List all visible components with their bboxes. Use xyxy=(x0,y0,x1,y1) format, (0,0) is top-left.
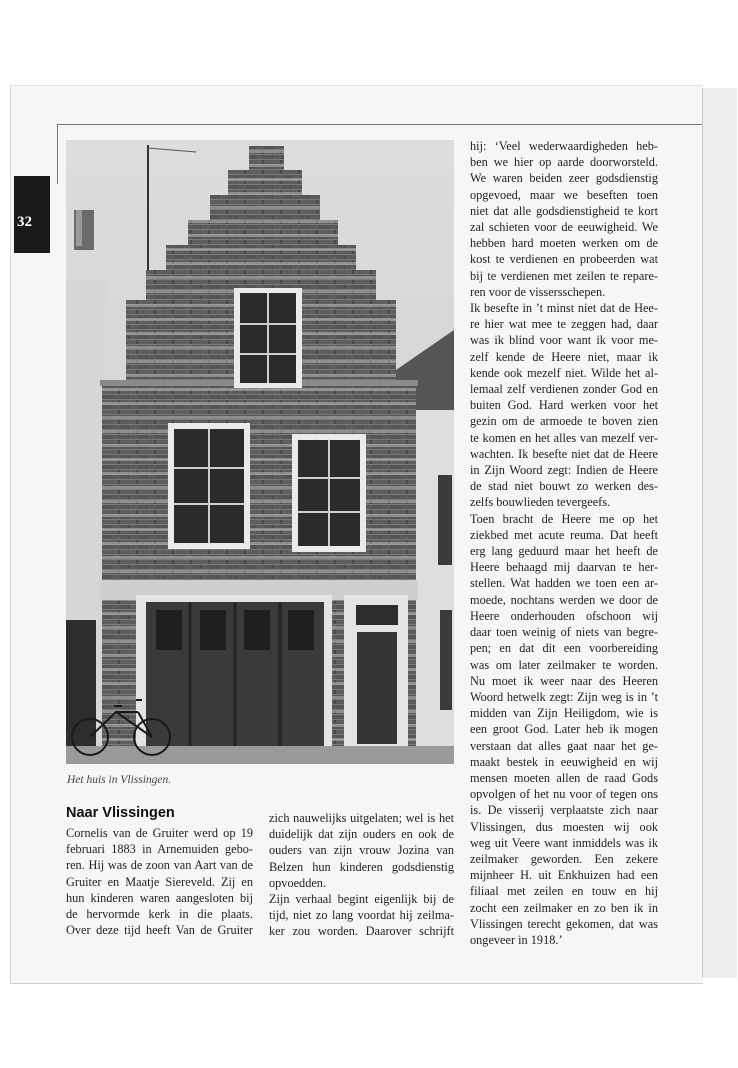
text-line: Toen bracht de Heere me op het xyxy=(470,511,658,526)
text-line: Heere behaagd mij daarvan te her- xyxy=(470,560,658,575)
text-line: Belzen hun kinderen godsdienstig xyxy=(269,859,454,874)
text-line: midden van Zijn Heiligdom, wie is xyxy=(470,706,658,721)
text-line: maakt bestek in eeuwigheid en wij xyxy=(470,754,658,769)
text-line: filiaal met zeilen en touw en hij xyxy=(470,884,658,899)
text-line: de hervormde kerk in die plaats. xyxy=(66,907,253,922)
text-column-1 xyxy=(66,825,253,938)
top-rule xyxy=(57,124,702,125)
text-line: Vlissingen terecht gekomen, dat was xyxy=(470,916,658,931)
text-line: zich nauwelijks uitgelaten; wel is het xyxy=(269,811,454,825)
side-rule xyxy=(57,124,58,184)
text-line: kende ook mezelf niet. Wilde het al- xyxy=(470,365,658,380)
text-line: kost te verdienen en probeerden wat xyxy=(470,252,658,267)
text-line: zelfs bouwlieden tevergeefs. xyxy=(470,495,611,510)
photo-caption: Het huis in Vlissingen. xyxy=(67,774,172,786)
text-line: zeilmaker geworden. Een zekere xyxy=(470,851,658,866)
text-line: Woord hetwelk zegt: Zijn weg is in ’t xyxy=(470,689,658,704)
text-line: Zijn verhaal begint eigenlijk bij de xyxy=(269,892,454,907)
text-line: Ik besefte in ’t minst niet dat de Hee- xyxy=(470,301,658,316)
text-line: tijd, niet zo lang voordat hij zeilma- xyxy=(269,908,454,923)
text-line: weg uit Veere want inmiddels was ik xyxy=(470,835,658,850)
text-line: pen; en dat dit een voorbereiding xyxy=(470,641,658,656)
section-heading: Naar Vlissingen xyxy=(66,805,175,821)
text-line: de stad niet bouwt zo werken des- xyxy=(470,479,658,494)
text-line: hebben hard moeten werken om de xyxy=(470,236,658,251)
text-line: daar toen weinig of niets van begre- xyxy=(470,625,658,640)
text-line: ouders van zijn vrouw Jozina van xyxy=(269,843,454,858)
text-line: lemaal zelf verdienen zonder God en xyxy=(470,382,658,397)
text-line: moede, nochtans werden we door de xyxy=(470,592,658,607)
text-line: wachten. Ik besefte niet dat de Heere xyxy=(470,446,658,461)
text-line: ren. Hij was de zoon van Aart van de xyxy=(66,858,253,873)
text-line: duidelijk dat zijn ouders en ook de xyxy=(269,827,454,842)
text-line: ker zou worden. Daarover schrijft xyxy=(269,924,454,939)
text-line: Cornelis van de Gruiter werd op 19 xyxy=(66,826,253,840)
text-line: Vlissingen, dus moesten wij ook xyxy=(470,819,658,834)
text-line: stellen. Wat hadden we toen een ar- xyxy=(470,576,658,591)
text-line: ziekbed met acute reuma. Dat heeft xyxy=(470,527,658,542)
text-line: opgevoed, maar we beseften toen xyxy=(470,187,658,202)
text-line: te komen en het alles van mezelf ver- xyxy=(470,430,658,445)
text-line: mensen moeten allen de raad Gods xyxy=(470,770,658,785)
text-line: mijnheer H. uit Enkhuizen had een xyxy=(470,868,658,883)
next-page-edge xyxy=(702,88,737,978)
text-line: zocht een zeilmaker en zo ben ik in xyxy=(470,900,658,915)
text-line: hij: ‘Veel wederwaardigheden heb- xyxy=(470,139,658,153)
text-line: We waren beiden zeer godsdienstig xyxy=(470,171,658,186)
text-column-3 xyxy=(470,138,658,948)
text-line: Nu moet ik weer naar des Heeren xyxy=(470,673,658,688)
house-photo xyxy=(66,140,454,764)
text-line: gezin om de armoede te boven zien xyxy=(470,414,658,429)
text-line: ben we hier op aarde doorworsteld. xyxy=(470,155,658,170)
text-line: ren voor de vissersschepen. xyxy=(470,284,606,299)
text-line: zelf kende de Heere niet, maar ik xyxy=(470,349,658,364)
text-line: opvolgen of het nu voor of tegen ons xyxy=(470,787,658,802)
text-line: is. De visserij verplaatste zich naar xyxy=(470,803,658,818)
text-line: verstaan dat alles gaat naar het ge- xyxy=(470,738,658,753)
text-line: in Zijn Woord zegt: Indien de Heere xyxy=(470,463,658,478)
text-line: Heere onderhouden ofschoon wij xyxy=(470,608,658,623)
text-line: erg lang geduurd maar het heeft de xyxy=(470,544,658,559)
text-line: februari 1883 in Arnemuiden gebo- xyxy=(66,842,253,857)
text-column-2 xyxy=(269,810,454,940)
text-line: re hier wat mee te zeggen had, daar xyxy=(470,317,658,332)
text-line: een groot God. Later heb ik mogen xyxy=(470,722,658,737)
text-line: hun kinderen waren aangesloten bij xyxy=(66,890,253,905)
text-line: niet dat alle godsdienstigheid te kort xyxy=(470,203,658,218)
text-line: was om later zeilmaker te worden. xyxy=(470,657,658,672)
text-line: buiten God. Hard werken voor het xyxy=(470,398,658,413)
text-line: Over deze tijd heeft Van de Gruiter xyxy=(66,923,253,938)
text-line: ongeveer in 1918.’ xyxy=(470,932,563,947)
page-number: 32 xyxy=(17,214,32,230)
text-line: was ik blind voor want ik voor me- xyxy=(470,333,658,348)
text-line: opvoedden. xyxy=(269,875,327,890)
text-line: zal schieten voor de eeuwigheid. We xyxy=(470,220,658,235)
text-line: Gruiter en Maatje Siereveld. Zij en xyxy=(66,874,253,889)
text-line: bij te verdienen met zeilen te repare- xyxy=(470,268,658,283)
